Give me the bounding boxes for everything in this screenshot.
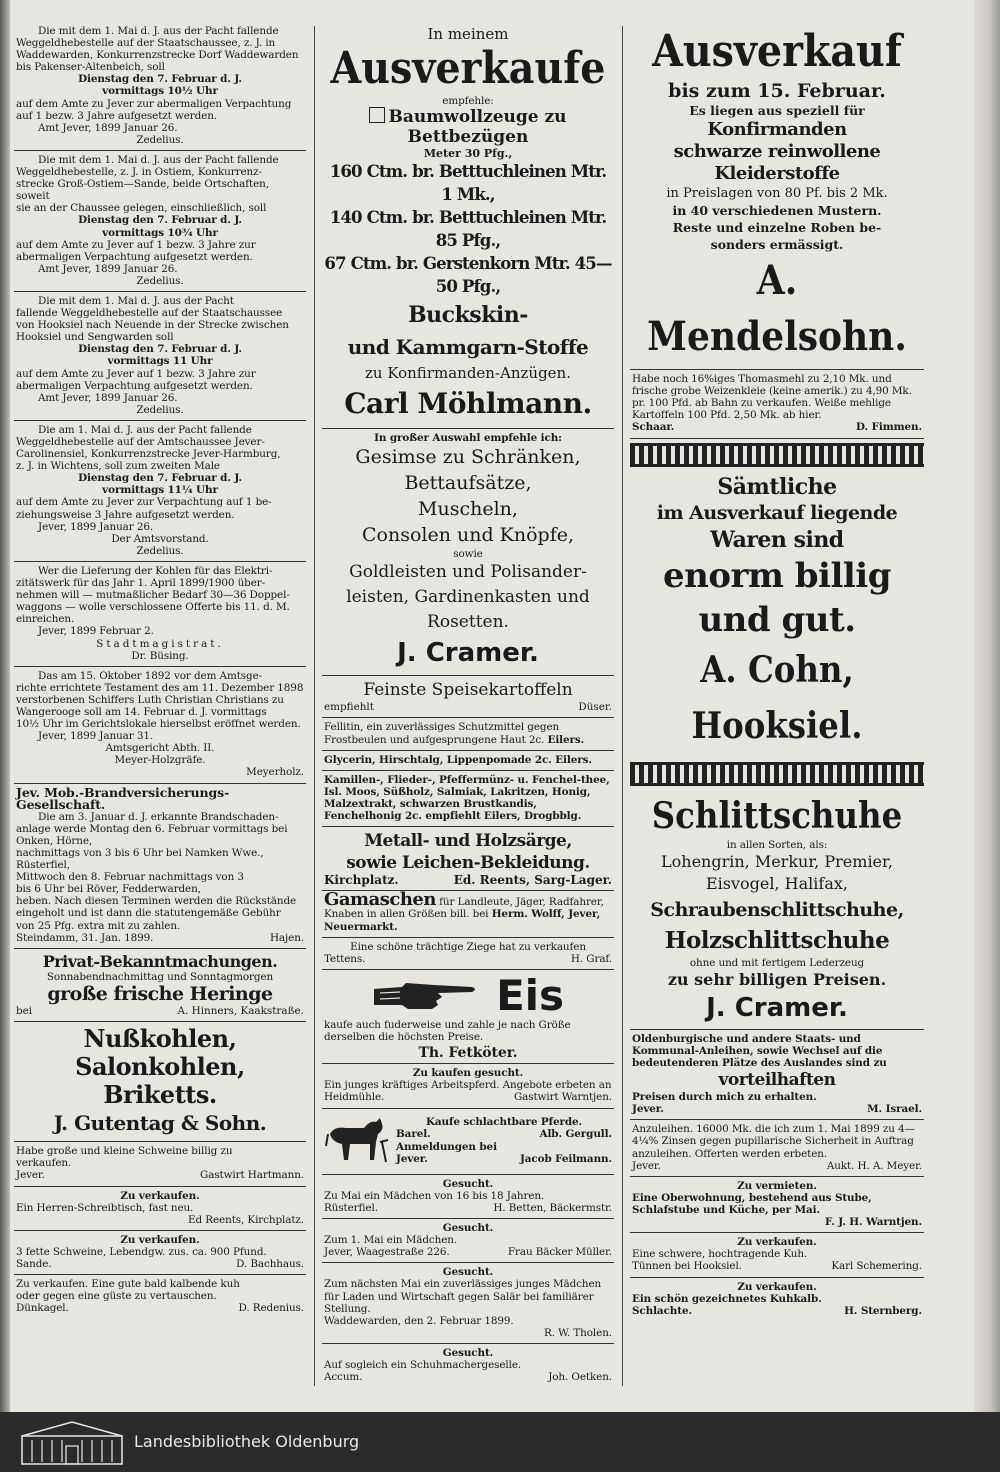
notice-line: sie an der Chaussee gelegen, einschließlich, soll (16, 202, 267, 215)
firm-name: J. Cramer. (397, 638, 539, 669)
notice-line: waggons — wolle verschlossene Offerte bis 11. d. M. (16, 601, 290, 614)
signature: Aukt. H. A. Meyer. (826, 1159, 922, 1172)
signature: Gastwirt Hartmann. (200, 1169, 304, 1182)
section-header: Privat-Bekanntmachungen. (42, 951, 278, 971)
ad-text: im Ausverkauf liegende (656, 501, 898, 524)
ad-arbeitspferd (322, 1064, 614, 1108)
firm-name: A. Mendelsohn. (647, 257, 907, 360)
notice-line: vormittags 11 Uhr (107, 355, 213, 368)
ad-text: zu sehr billigen Preisen. (667, 969, 887, 989)
notice-weggeld-wichtens (14, 421, 306, 562)
ad-text: Eisvogel, Halifax, (706, 873, 848, 893)
ad-coal (14, 1022, 306, 1142)
signature: Joh. Oetken. (548, 1371, 612, 1384)
place: Jever, Waagestraße 226. (324, 1246, 450, 1259)
checkbox-icon (369, 107, 385, 123)
ad-anleihen (630, 1120, 924, 1176)
notice-line: vormittags 10½ Uhr (102, 85, 218, 98)
notice-line: Amt Jever, 1899 Januar 26. (38, 121, 178, 134)
ad-header: Zu verkaufen. (120, 1233, 200, 1246)
place: Accum. (324, 1371, 363, 1384)
ad-headline: große frische Heringe (47, 982, 273, 1005)
ad-text: Zu Mai ein Mädchen von 16 bis 18 Jahren. (324, 1189, 545, 1202)
ad-gesucht-4 (322, 1344, 614, 1387)
ad-text: Anmeldungen bei (396, 1140, 497, 1153)
signature: A. Hinners, Kaakstraße. (177, 1004, 304, 1017)
ad-gesucht-2 (322, 1219, 614, 1263)
horse-icon (324, 1112, 390, 1170)
ad-headline: Holzschlittschuhe (664, 926, 890, 954)
notice-line: Zedelius. (136, 274, 184, 287)
ad-text: Preisen durch mich zu erhalten. (632, 1091, 817, 1104)
ad-headline: Metall- und Holzsärge, (364, 831, 572, 852)
ad-text: in Preislagen von 80 Pf. bis 2 Mk. (666, 186, 888, 201)
column-left (14, 22, 306, 1390)
ad-header: Kaufe schlachtbare Pferde. (425, 1116, 583, 1129)
notice-line: Dienstag den 7. Februar d. J. (78, 73, 242, 86)
ad-text: verkaufen. (16, 1157, 72, 1170)
ad-headline: vorteilhaften (718, 1070, 836, 1091)
firm-name: Carl Möhlmann. (344, 387, 592, 421)
ad-text: Kamillen-, Flieder-, Pfeffermünz- u. Fenchel-thee, Isl. Moos, Süßholz, Salmiak, Lakritzen, Honig, Malzextrakt, schwarzen Brustkandis, Fenchelhonig 2c. empfiehlt (324, 773, 610, 823)
ad-text: Auf sogleich ein Schuhmachergeselle. (324, 1359, 522, 1372)
notice-line: Mittwoch den 8. Februar nachmittags von 3 (16, 871, 244, 884)
ad-text: Oldenburgische und andere Staats- und Kommunal-Anleihen, sowie Wechsel auf die bedeutenderen Plätze des Auslandes sind zu (632, 1032, 887, 1069)
place: Barel. (396, 1128, 431, 1141)
notice-line: auf dem Amte zu Jever zur abermaligen Verpachtung (16, 97, 292, 110)
ad-text: empfehle: (442, 95, 494, 107)
ad-header: Gesucht. (442, 1177, 494, 1190)
ad-text: In großer Auswahl empfehle ich: (374, 432, 562, 445)
ad-text: bei (16, 1004, 33, 1017)
notice-line: Der Amtsvorstand. (111, 532, 209, 545)
notice-title: Jev. Mob.-Brandversicherungs-Gesellschaft. (16, 784, 230, 812)
notice-line: Amt Jever, 1899 Januar 26. (38, 262, 178, 275)
notice-line: Stadtmagistrat. (96, 637, 224, 650)
ad-israel (630, 1030, 924, 1121)
ad-text: bis zum 15. Februar. (668, 80, 886, 102)
ad-saerge (322, 827, 614, 891)
signature: Hajen. (269, 931, 304, 944)
ad-text: sonders ermässigt. (710, 237, 844, 252)
ad-headline: Schraubenschlittschuhe, (650, 898, 904, 921)
notice-line: auf dem Amte zu Jever zur Verpachtung auf 1 be- (16, 496, 272, 509)
notice-line: Weggeldhebestelle auf der Amtschaussee Jever- (16, 436, 265, 448)
ad-text: Zu verkaufen. Eine gute bald kalbende kuh (16, 1278, 240, 1291)
ad-text: Ein Herren-Schreibtisch, fast neu. (16, 1201, 194, 1214)
ad-ziege (322, 938, 614, 970)
signature: Karl Schemering. (831, 1260, 922, 1273)
ad-vermieten (630, 1177, 924, 1233)
ad-header: Gesucht. (442, 1221, 494, 1234)
signature: R. W. Tholen. (544, 1326, 612, 1339)
ad-text: Kleiderstoffe (714, 163, 840, 184)
ad-header: Zu vermieten. (737, 1179, 817, 1192)
ad-cow (14, 1275, 306, 1318)
ad-headline: Buckskin- (408, 302, 528, 329)
notice-line: Rüsterfiel, (16, 859, 70, 872)
ad-text: oder gegen eine güste zu vertauschen. (16, 1290, 217, 1303)
ad-text: Sämtliche (717, 473, 837, 500)
ad-line: Consolen und Knöpfe, (361, 524, 575, 547)
ad-kamillen (322, 771, 614, 827)
ad-line: 160 Ctm. br. Betttuchleinen Mtr. 1 Mk., (329, 161, 607, 205)
ad-cohn (630, 471, 924, 758)
ad-text: Zum 1. Mai ein Mädchen. (324, 1234, 458, 1247)
page-edge (974, 0, 1000, 1412)
ad-eis (322, 970, 614, 1064)
ad-text: Konfirmanden (707, 119, 847, 140)
notice-line: fallende Weggeldhebestelle auf der Staatschaussee (16, 307, 283, 320)
ad-fat-pigs (14, 1231, 306, 1275)
signature: H. Graf. (570, 952, 612, 965)
ad-text: 3 fette Schweine, Lebendgw. zus. ca. 900 Pfund. (16, 1245, 267, 1258)
viewer-footer (0, 1412, 1000, 1472)
notice-line: ziehungsweise 3 Jahre aufgesetzt werden. (16, 508, 235, 521)
notice-line: Dr. Büsing. (131, 649, 189, 662)
place: Tünnen bei Hooksiel. (632, 1260, 742, 1273)
ad-line: Rosetten. (427, 612, 509, 633)
notice-line: einreichen. (16, 613, 75, 626)
place: Schlachte. (632, 1304, 692, 1317)
signature: Gastwirt Warntjen. (513, 1091, 612, 1104)
ad-text: in 40 verschiedenen Mustern. (672, 203, 882, 218)
ad-moehlmann (322, 22, 614, 429)
place: Jever. (396, 1152, 428, 1165)
ad-line: Muscheln, (418, 498, 518, 521)
notice-line: Dienstag den 7. Februar d. J. (78, 343, 242, 356)
ad-text: Eine schwere, hochtragende Kuh. (632, 1248, 808, 1261)
signature: Alb. Gergull. (539, 1128, 612, 1141)
ad-pferde-schlachter (322, 1109, 614, 1175)
ad-headline: Salonkohlen, (75, 1052, 245, 1082)
notice-line: Weggeldhebestelle, z. J. in Ostiem, Konkurrenz- (16, 166, 262, 179)
notice-line: auf 1 bezw. 3 Jahre aufgesetzt werden. (16, 109, 218, 122)
place: Jever. (16, 1169, 45, 1182)
ad-pigs (14, 1142, 306, 1186)
ad-gesucht-3 (322, 1263, 614, 1344)
private-announcements (14, 949, 306, 1022)
signature: D. Bachhaus. (236, 1258, 304, 1271)
signature: F. J. H. Warntjen. (824, 1216, 922, 1229)
ad-line: leisten, Gardinenkasten und (346, 587, 590, 608)
ad-headline: Ausverkaufe (330, 43, 606, 94)
ad-header: Zu verkaufen. (737, 1280, 817, 1293)
place-date: Waddewarden, den 2. Februar 1899. (324, 1314, 514, 1327)
place-date: Steindamm, 31. Jan. 1899. (16, 931, 154, 944)
notice-line: Dienstag den 7. Februar d. J. (78, 472, 242, 485)
signature: Ed Reents, Kirchplatz. (188, 1213, 304, 1226)
ad-thomasmehl (630, 370, 924, 439)
notice-line: Hooksiel und Sengwarden soll (16, 331, 174, 344)
signature: Eilers. (547, 733, 585, 746)
ad-headline: Gamaschen (324, 889, 436, 911)
signature: H. Betten, Bäckermstr. (493, 1201, 612, 1214)
firm-name: A. Cohn, Hooksiel. (691, 648, 863, 747)
ad-header: Gesucht. (442, 1266, 494, 1279)
notice-line: Amtsgericht Abth. II. (105, 742, 215, 755)
signature: Frau Bäcker Müller. (507, 1246, 612, 1259)
ad-headline: und Kammgarn-Stoffe (347, 335, 589, 360)
place: Sande. (16, 1258, 52, 1271)
ad-kartoffeln (322, 676, 614, 718)
place: Jever. (632, 1103, 664, 1116)
notice-line: Die am 1. Mai d. J. aus der Pacht fallende (38, 423, 252, 436)
signature: H. Sternberg. (844, 1304, 922, 1317)
notice-line: Amt Jever, 1899 Januar 26. (38, 391, 178, 404)
ad-kuh (630, 1233, 924, 1277)
ad-fellitin (322, 718, 614, 750)
ad-price: Meter 30 Pfg., (423, 147, 513, 161)
ad-line: 67 Ctm. br. Gerstenkorn Mtr. 45—50 Pfg., (324, 253, 612, 297)
notice-line: von Hooksiel nach Neuende in der Strecke zwischen (16, 319, 289, 332)
ad-line: Bettaufsätze, (404, 472, 532, 495)
ad-header: Zu kaufen gesucht. (412, 1067, 524, 1080)
ad-text: Fellitin, ein zuverlässiges Schutzmittel gegen Frostbeulen und aufgesprungene Haut 2c. (324, 721, 560, 746)
ad-cramer-skates (630, 790, 924, 1030)
ad-text: Eine Oberwohnung, bestehend aus Stube, Schlafstube und Küche, per Mai. (632, 1191, 872, 1217)
ad-text: Ein junges kräftiges Arbeitspferd. Angebote erbeten an (324, 1079, 612, 1092)
ad-line: 140 Ctm. br. Betttuchleinen Mtr. 85 Pfg., (329, 207, 607, 251)
notice-line: Zedelius. (136, 544, 184, 557)
ad-line: Gesimse zu Schränken, (355, 446, 581, 469)
ad-text: Habe noch 16%iges Thomasmehl zu 2,10 Mk. und frische grobe Weizenkleie (keine amerik.) zu 4,90 Mk. pr. 100 Pfd. ab Bahn zu verkaufen. Weiße mehlige Kartoffeln 100 Pfd. 2,50 Mk. ab hier. (632, 373, 912, 422)
column-right (630, 22, 924, 1390)
notice-weggeld-hooksiel (14, 292, 306, 421)
signature: D. Redenius. (238, 1302, 304, 1315)
notice-line: Die mit dem 1. Mai d. J. aus der Pacht fallende (38, 25, 279, 37)
ornamental-border (630, 443, 924, 467)
notice-weggeld-ostiem (14, 151, 306, 292)
notice-line: Die mit dem 1. Mai d. J. aus der Pacht (38, 294, 234, 307)
notice-line: Jever, 1899 Februar 2. (38, 625, 154, 638)
ad-headline: Ausverkauf (652, 26, 902, 77)
ad-text: Lohengrin, Merkur, Premier, (661, 851, 893, 871)
ad-text: Ein schön gezeichnetes Kuhkalb. (632, 1292, 822, 1305)
notice-line: Wangerooge soll am 14. Februar d. J. vormittags (16, 705, 267, 718)
notice-line: Weggeldhebestelle auf der Staatschaussee, z. J. in (16, 37, 276, 50)
place: Tettens. (324, 952, 366, 965)
ad-text: Habe große und kleine Schweine billig zu (16, 1145, 233, 1158)
ad-text: Anzuleihen. 16000 Mk. die ich zum 1. Mai 1899 zu 4—4¼% Zinsen gegen pupillarische Sicherheit in Auftrag anzuleihen. Offerten werden erbeten. (632, 1123, 915, 1160)
firm-name: J. Gutentag & Sohn. (53, 1111, 267, 1136)
notice-line: verstorbenen Schiffers Luth Christian Christians zu (16, 693, 284, 706)
ad-text: schwarze reinwollene (673, 141, 881, 162)
notice-testament (14, 667, 306, 784)
ad-headline: sowie Leichen-Bekleidung. (346, 853, 590, 874)
ad-line: Baumwollzeuge zu Bettbezügen (324, 107, 612, 147)
ad-kuhkalb (630, 1278, 924, 1321)
notice-line: Das am 15. Oktober 1892 vor dem Amtsge- (38, 669, 263, 682)
ad-cramer-furniture (322, 429, 614, 676)
notice-line: anlage werde Montag den 6. Februar vormittags bei (16, 822, 288, 835)
notice-line: abermaligen Verpachtung aufgesetzt werden. (16, 379, 253, 392)
notice-line: vormittags 11¼ Uhr (102, 484, 218, 497)
notice-line: z. J. in Wichtens, soll zum zweiten Male (16, 460, 220, 473)
ad-text: In meinem (427, 25, 509, 43)
notice-line: Zedelius. (136, 133, 184, 146)
notice-line: richte errichtete Testament des am 11. Dezember 1898 (16, 681, 304, 694)
notice-line: strecke Groß-Ostiem—Sande, beide Ortschaften, soweit (16, 178, 269, 203)
ad-gamaschen (322, 891, 614, 937)
notice-line: eingeholt und ist dann die statutengemäße Gebühr (16, 907, 281, 920)
signature: D. Fimmen. (856, 421, 922, 434)
notice-line: Jever, 1899 Januar 31. (38, 730, 154, 743)
library-building-icon (20, 1420, 124, 1466)
ad-desk (14, 1187, 306, 1231)
column-rule (314, 26, 315, 1386)
notice-line: bis Pakenser-Altenbeich, soll (16, 61, 165, 74)
ad-header: Zu verkaufen. (120, 1189, 200, 1202)
place: Heidmühle. (324, 1091, 385, 1104)
notice-line: bis 6 Uhr bei Röver, Fedderwarden, (16, 883, 201, 896)
ad-text: Waren sind (710, 526, 844, 553)
notice-line: Carolinensiel, Konkurrenzstrecke Jever-Harmburg, (16, 448, 281, 461)
ad-text: in allen Sorten, als: (726, 838, 828, 851)
ad-text: für Landleute, Jäger, Radfahrer, Knaben in allen Größen bill. bei (324, 896, 604, 921)
ad-text: kaufe auch fuderweise und zahle je nach Größe derselben die höchsten Preise. (324, 1018, 571, 1044)
ad-text: zu Konfirmanden-Anzügen. (364, 364, 571, 383)
place: Schaar. (632, 421, 675, 434)
firm-name: J. Cramer. (706, 992, 848, 1023)
ad-headline: Feinste Speisekartoffeln (363, 680, 573, 701)
signature: M. Israel. (867, 1103, 922, 1116)
ad-text: ohne und mit fertigem Lederzeug (689, 956, 865, 969)
ad-mendelsohn (630, 22, 924, 370)
ad-headline: enorm billig (663, 555, 891, 596)
notice-line: Meyerholz. (246, 766, 304, 779)
place: Jever. (632, 1159, 661, 1172)
notice-line: Meyer-Holzgräfe. (114, 754, 206, 767)
signature: Herm. Wolff, Jever, Neuermarkt. (324, 908, 601, 933)
notice-line: 10½ Uhr im Gerichtslokale hierselbst eröffnet werden. (16, 718, 301, 731)
notice-line: Die am 3. Januar d. J. erkannte Brandschaden- (38, 810, 279, 823)
signature: Jacob Feilmann. (519, 1152, 612, 1165)
signature: Eilers, Drogbblg. (483, 810, 582, 823)
ornamental-border (630, 762, 924, 786)
pointing-hand-icon (372, 979, 480, 1013)
ad-text: Zum nächsten Mai ein zuverlässiges junges Mädchen für Laden und Wirtschaft gegen Salär bei familiärer Stellung. (324, 1278, 602, 1315)
column-rule (622, 26, 623, 1386)
ad-text: empfiehlt (324, 701, 374, 714)
notice-line: Waddewarden, Konkurrenzstrecke Dorf Waddewarden (16, 49, 299, 62)
ad-header: Gesucht. (442, 1346, 494, 1359)
notice-line: auf dem Amte zu Jever auf 1 bezw. 3 Jahre zur (16, 367, 256, 380)
notice-line: zitätswerk für das Jahr 1. April 1899/1900 über- (16, 577, 266, 590)
signature: Ed. Reents, Sarg-Lager. (453, 873, 612, 888)
notice-line: Dienstag den 7. Februar d. J. (78, 214, 242, 227)
notice-line: nachmittags von 3 bis 6 Uhr bei Namken Wwe., (16, 847, 264, 859)
notice-line: vormittags 10¾ Uhr (102, 226, 218, 239)
ad-headline: Eis (496, 970, 564, 1020)
ad-headline: Schlittschuhe (651, 794, 903, 837)
place: Dünkagel. (16, 1302, 69, 1315)
ad-gesucht-1 (322, 1175, 614, 1219)
notice-line: heben. Nach diesen Terminen werden die Rückstände (16, 895, 297, 908)
notice-line: Zedelius. (136, 403, 184, 416)
notice-line: Die mit dem 1. Mai d. J. aus der Pacht fallende (38, 153, 279, 166)
ad-text: Es liegen aus speziell für (689, 103, 865, 118)
ad-headline: Briketts. (103, 1080, 217, 1110)
ad-headline: Nußkohlen, (83, 1024, 237, 1054)
binding-gutter (0, 0, 10, 1412)
notice-line: nehmen will — mutmaßlicher Bedarf 30—36 Doppel- (16, 589, 290, 602)
ad-glycerin: Glycerin, Hirschtalg, Lippenpomade 2c. Eilers. (322, 751, 614, 771)
ad-text: Eine schöne trächtige Ziege hat zu verkaufen (350, 940, 586, 953)
ad-headline: und gut. (698, 599, 856, 640)
place: Rüsterfiel. (324, 1201, 378, 1214)
ad-header: Zu verkaufen. (737, 1236, 817, 1249)
signature: Düser. (578, 701, 612, 714)
notice-line: Wer die Lieferung der Kohlen für das Elektri- (38, 564, 273, 577)
ad-line: Goldleisten und Polisander- (349, 562, 587, 583)
ad-text: sowie (453, 548, 483, 561)
signature: Th. Fetköter. (418, 1045, 518, 1062)
notice-brandversicherung (14, 784, 306, 949)
library-name: Landesbibliothek Oldenburg (134, 1432, 360, 1451)
notice-weggeld-waddewarden (14, 22, 306, 151)
ad-text: Reste und einzelne Roben be- (672, 220, 882, 235)
notice-line: Jever, 1899 Januar 26. (38, 520, 154, 533)
notice-line: von 25 Pfg. extra mit zu zahlen. (16, 919, 181, 932)
ad-text: Sonnabendnachmittag und Sonntagmorgen (46, 970, 274, 983)
notice-kohlen-lieferung (14, 562, 306, 667)
column-middle (322, 22, 614, 1390)
notice-line: auf dem Amte zu Jever auf 1 bezw. 3 Jahre zur (16, 238, 256, 251)
place: Kirchplatz. (324, 873, 399, 888)
notice-line: Onken, Hörne, (16, 834, 93, 847)
notice-line: abermaligen Verpachtung aufgesetzt werden. (16, 250, 253, 263)
